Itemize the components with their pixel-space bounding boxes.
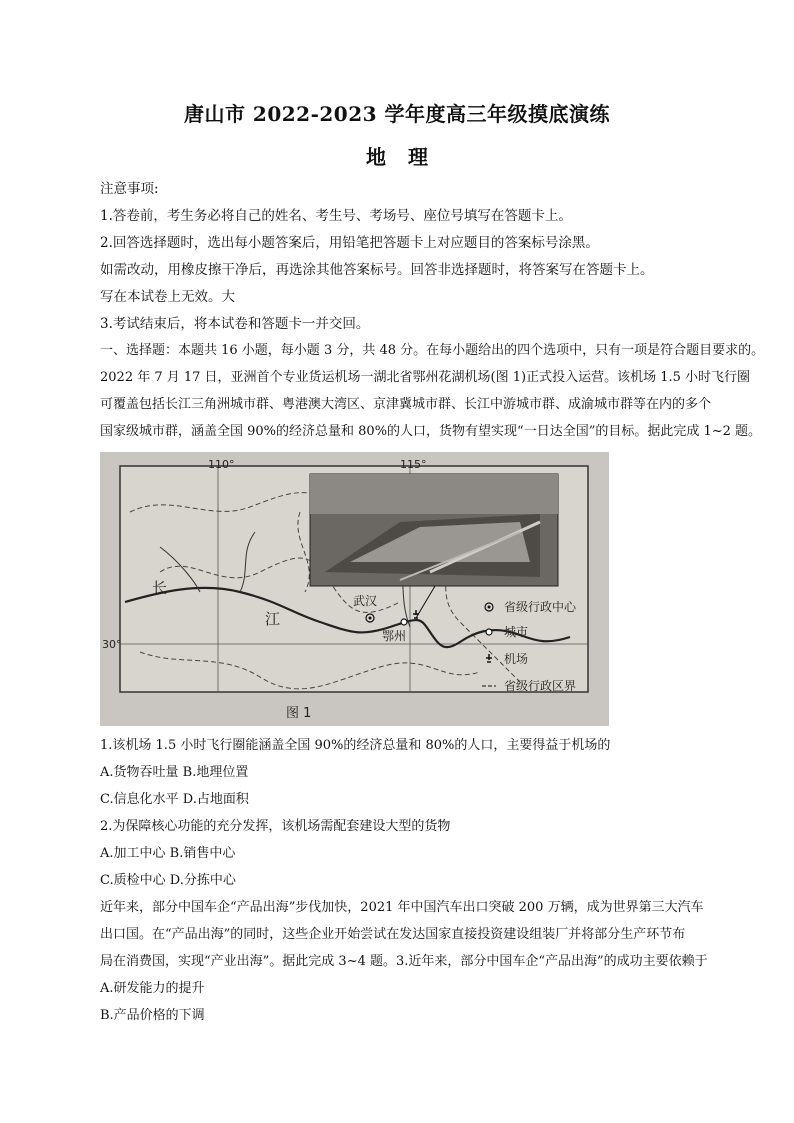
notice-item: 如需改动，用橡皮擦干净后，再选涂其他答案标号。回答非选择题时，将答案写在答题卡上。 xyxy=(100,262,654,278)
passage-line: 可覆盖包括长江三角洲城市群、粤港澳大湾区、京津冀城市群、长江中游城市群、成渝城市群等在内的多个 xyxy=(100,397,712,412)
map-figure xyxy=(100,452,609,726)
city-label-ezhou: 鄂州 xyxy=(382,629,407,643)
notice-item: 3.考试结束后，将本试卷和答题卡一并交回。 xyxy=(100,316,370,332)
notice-item: 2.回答选择题时，选出每小题答案后，用铅笔把答题卡上对应题目的答案标号涂黑。 xyxy=(100,235,599,251)
passage-line: 2022 年 7 月 17 日，亚洲首个专业货运机场一湖北省鄂州花湖机场(图 1)正式投入运营。该机场 1.5 小时飞行圈 xyxy=(100,370,751,385)
legend-city-symbol xyxy=(486,629,492,635)
legend-label-capital: 省级行政中心 xyxy=(504,600,577,614)
legend-label-boundary: 省级行政区界 xyxy=(504,679,577,693)
legend-label-airport: 机场 xyxy=(504,652,529,666)
city-label-wuhan: 武汉 xyxy=(353,594,378,608)
passage-line: 出口国。在“产品出海”的同时，这些企业开始尝试在发达国家直接投资建设组装厂并将部分生产环节布 xyxy=(100,927,686,942)
question-options: C.信息化水平 D.占地面积 xyxy=(100,792,249,807)
notice-item: 写在本试卷上无效。大 xyxy=(100,289,235,305)
river-label: 江 xyxy=(265,610,281,628)
latitude-label: 30° xyxy=(102,638,122,651)
figure-caption: 图 1 xyxy=(286,706,312,721)
question-options: A.研发能力的提升 xyxy=(100,981,205,996)
airport-photo-sky xyxy=(310,474,558,514)
longitude-label: 115° xyxy=(400,458,427,471)
river-label: 长 xyxy=(152,579,168,597)
passage-line: 近年来，部分中国车企“产品出海”步伐加快，2021 年中国汽车出口突破 200 万辆，成为世界第三大汽车 xyxy=(100,900,704,915)
question-options: C.质检中心 D.分拣中心 xyxy=(100,873,236,888)
question-stem: 1.该机场 1.5 小时飞行圈能涵盖全国 90%的经济总量和 80%的人口，主要得益于机场的 xyxy=(100,738,611,753)
notice-heading: 注意事项: xyxy=(100,181,159,197)
passage-line: 局在消费国，实现“产业出海”。据此完成 3~4 题。3.近年来，部分中国车企“产品出海”的成功主要依赖于 xyxy=(100,954,708,969)
exam-title: 唐山市 2022-2023 学年度高三年级摸底演练 xyxy=(183,102,611,126)
legend-label-city: 城市 xyxy=(504,625,529,639)
notice-item: 1.答卷前，考生务必将自己的姓名、考生号、考场号、座位号填写在答题卡上。 xyxy=(100,208,572,224)
section-heading: 一、选择题：本题共 16 小题，每小题 3 分，共 48 分。在每小题给出的四个选项中，只有一项是符合题目要求的。 xyxy=(100,343,765,358)
passage-line: 国家级城市群，涵盖全国 90%的经济总量和 80%的人口，货物有望实现“一日达全国”的目标。据此完成 1~2 题。 xyxy=(100,424,762,439)
map-svg xyxy=(100,452,609,726)
ezhou-city-marker xyxy=(401,619,407,625)
question-stem: 2.为保障核心功能的充分发挥，该机场需配套建设大型的货物 xyxy=(100,819,451,834)
question-options: B.产品价格的下调 xyxy=(100,1008,205,1023)
question-options: A.加工中心 B.销售中心 xyxy=(100,846,236,861)
question-options: A.货物吞吐量 B.地理位置 xyxy=(100,765,249,780)
longitude-label: 110° xyxy=(208,458,235,471)
subject-title: 地理 xyxy=(366,145,450,169)
